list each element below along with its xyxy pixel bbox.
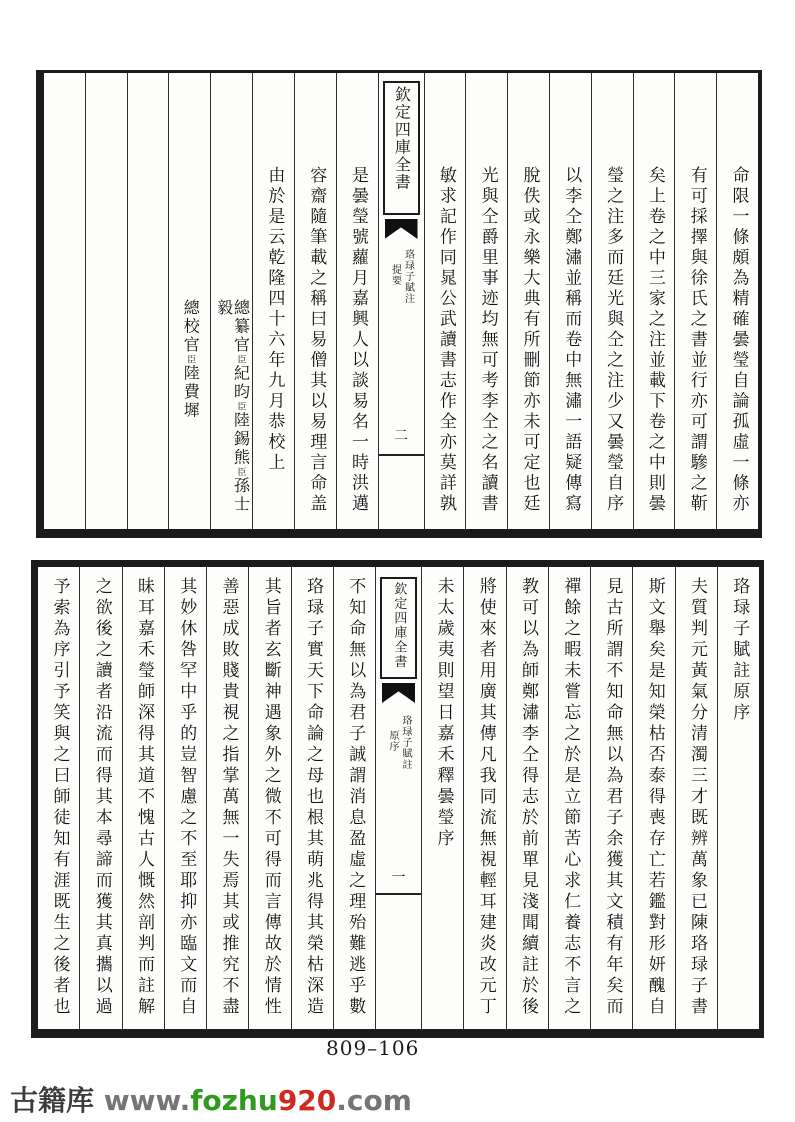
- text-column: [206, 567, 248, 1029]
- text-column: [122, 567, 164, 1029]
- text-column: [421, 567, 463, 1029]
- text-column: [424, 73, 466, 529]
- text-column: [591, 73, 633, 529]
- honorific-chen: 臣: [235, 467, 246, 477]
- text-column: [716, 73, 758, 529]
- text-column: [291, 567, 333, 1029]
- column-text: 光與仝爵里事迹均無可考李仝之名讀書: [477, 166, 498, 515]
- banxin-divider: [379, 454, 424, 456]
- banxin-title-cartouche: [380, 577, 417, 679]
- banxin-labels: [378, 715, 419, 770]
- fishtail-ornament-icon: [385, 219, 418, 239]
- text-column: [465, 73, 507, 529]
- honorific-chen: 臣: [235, 401, 246, 412]
- empty-column: [44, 73, 85, 529]
- text-column: [632, 567, 674, 1029]
- column-text: 之欲後之讀者沿流而得其本尋諦而獲其真攜以過: [91, 577, 112, 1018]
- top-page-scan: [36, 70, 762, 538]
- text-column: [333, 567, 375, 1029]
- official-name: 紀昀: [231, 364, 251, 402]
- fishtail-ornament-icon: [382, 683, 415, 703]
- column-text: 將使來者用廣其傳凡我同流無視輕耳建炎改元丁: [475, 577, 496, 1018]
- banxin-section-label: 原序: [387, 730, 398, 752]
- column-text: 禪餘之暇未嘗忘之於是立節苦心求仁養志不言之: [560, 577, 581, 1018]
- text-column: [79, 567, 121, 1029]
- official-role: 總纂官: [231, 299, 251, 355]
- printed-folio-number: 809–106: [326, 1036, 420, 1060]
- text-column: [633, 73, 675, 529]
- column-text: 有可採擇與徐氏之書並行亦可謂驂之靳: [686, 166, 707, 515]
- column-text: 昧耳嘉禾瑩師深得其道不愧古人慨然剖判而註解: [134, 577, 155, 1018]
- banxin-title-cartouche: [383, 81, 420, 215]
- watermark-url-suffix: .com: [336, 1084, 412, 1117]
- column-text: 斯文舉矣是知榮枯否泰得喪存亡若鑑對形妍醜自: [644, 577, 665, 1018]
- banxin-folio-number: 二: [394, 428, 408, 444]
- column-text: 脫佚或永樂大典有所刪節亦未可定也廷: [519, 166, 540, 515]
- column-text: 不知命無以為君子誠謂消息盈虛之理殆難逃乎數: [345, 577, 366, 1018]
- banxin-folio-number: 一: [391, 870, 406, 886]
- text-column: [675, 567, 717, 1029]
- section-title-column: [717, 567, 759, 1029]
- column-text: 由於是云乾隆四十六年九月恭校上: [264, 166, 285, 474]
- text-column: [590, 567, 632, 1029]
- official-name: 陸費墀: [181, 364, 201, 420]
- officials-text: [181, 73, 201, 529]
- watermark-site-name: 古籍库: [10, 1084, 95, 1117]
- official-role: 總校官: [181, 299, 201, 355]
- banxin-title: 欽定四庫全書: [392, 86, 412, 191]
- officials-text: [215, 73, 249, 529]
- banxin-section-label: 提要: [389, 264, 401, 286]
- column-text: 未太歲夷則望日嘉禾釋曇瑩序: [433, 577, 454, 850]
- text-column: [548, 567, 590, 1029]
- text-column: [294, 73, 336, 529]
- banxin-center-column: [378, 73, 424, 529]
- column-text: 予索為序引予笑與之曰師徒知有涯既生之後者也: [49, 577, 70, 1018]
- honorific-chen: 臣: [185, 354, 196, 365]
- text-column: [248, 567, 290, 1029]
- watermark: [10, 1079, 412, 1119]
- text-column: [38, 567, 79, 1029]
- column-text: 矣上卷之中三家之注並載下卷之中則曇: [644, 166, 665, 515]
- empty-column: [85, 73, 127, 529]
- banxin-center-column: [375, 567, 421, 1029]
- bottom-page-scan: [31, 560, 764, 1038]
- text-column: [164, 567, 206, 1029]
- column-text: 珞琭子賦註原序: [729, 577, 750, 724]
- column-text: 容齋隨筆載之稱曰易僧其以易理言命盖: [306, 166, 327, 515]
- column-text: 是曇瑩號蘿月嘉興人以談易名一時洪邁: [348, 166, 369, 515]
- banxin-title: 欽定四庫全書: [391, 582, 407, 669]
- bottom-page-columns: [38, 567, 759, 1029]
- officials-column-chief-proofreader: [168, 73, 210, 529]
- column-text: 命限一條頗為精確曇瑩自論孤虛一條亦: [728, 166, 749, 515]
- text-column: [463, 567, 505, 1029]
- banxin-divider: [376, 893, 421, 895]
- column-text: 其妙休咎罕中乎的豈智慮之不至耶抑亦臨文而自: [176, 577, 197, 1018]
- column-text: 以李仝鄭潚並稱而卷中無潚一語疑傳寫: [561, 166, 582, 515]
- column-text: 見古所謂不知命無以為君子余獲其文積有年矣而: [602, 577, 623, 1018]
- text-column: [506, 567, 548, 1029]
- text-column: [336, 73, 378, 529]
- watermark-url-green: fozhu: [190, 1084, 278, 1117]
- column-text: 珞琭子實天下命論之母也根其萌兆得其榮枯深造: [303, 577, 324, 1018]
- top-page-columns: [44, 73, 758, 529]
- text-column: [252, 73, 294, 529]
- column-text: 敏求記作同晁公武讀書志作全亦莫詳孰: [435, 166, 456, 515]
- text-column: [674, 73, 716, 529]
- empty-column: [127, 73, 169, 529]
- honorific-chen: 臣: [235, 354, 246, 365]
- banxin-book-label: 珞琭子賦注: [402, 249, 414, 304]
- text-column: [549, 73, 591, 529]
- column-text: 教可以為師鄭潚李仝得志於前單見淺聞續註於後: [518, 577, 539, 1018]
- officials-column-chief-compilers: [210, 73, 252, 529]
- official-name: 陸錫熊: [231, 411, 251, 467]
- column-text: 瑩之注多而廷光與仝之注少又曇瑩自序: [603, 166, 624, 515]
- column-text: 其旨者玄斷神遇象外之微不可得而言傳故於情性: [260, 577, 281, 1018]
- banxin-labels: [381, 249, 422, 304]
- watermark-url-red: 920: [277, 1084, 337, 1117]
- column-text: 夫質判元黃氣分清濁三才既辨萬象已陳珞琭子書: [687, 577, 708, 1018]
- banxin-book-label: 珞琭子賦註: [400, 715, 411, 770]
- column-text: 善惡成敗賤貴視之指掌萬無一失焉其或推究不盡: [218, 577, 239, 1018]
- watermark-url-prefix: www.: [103, 1084, 191, 1117]
- text-column: [507, 73, 549, 529]
- official-name: 孫士毅: [214, 299, 251, 514]
